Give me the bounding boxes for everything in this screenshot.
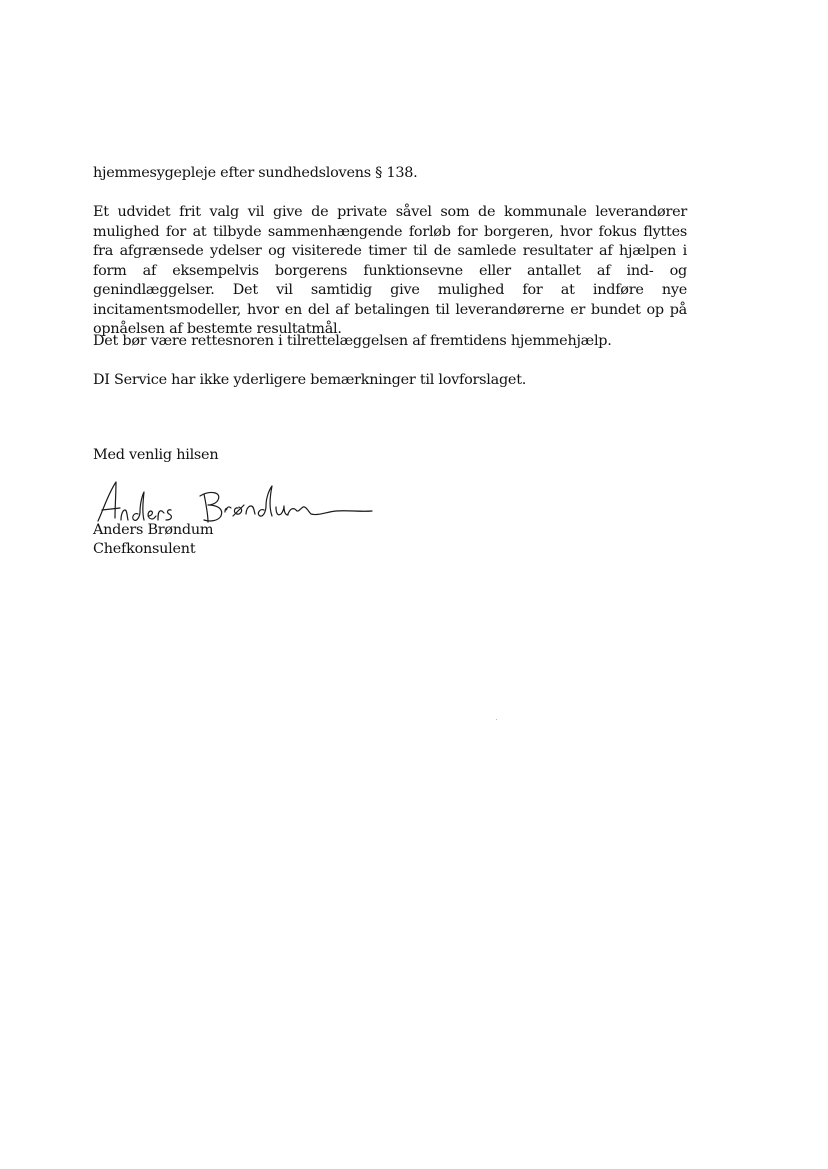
paragraph-free-choice: Et udvidet frit valg vil give de private såvel som de kommunale leverandører mulighed for at tilbyde sammenhængende forløb for borgeren, hvor fokus flyttes fra afgrænsede ydelser og visiterede timer til de samlede resultater af hjælpen i form af eksempelvis borgerens funktionsevne eller antallet af ind- og genindlæggelser. Det vil samtidig give mulighed for at indføre nye incitamentsmodeller, hvor en del af betalingen til leverandørerne er bundet op på opnåelsen af bestemte resultatmål. — [93, 204, 687, 337]
signer-name: Anders Brøndum — [93, 522, 214, 538]
scan-artifact-dot — [496, 719, 497, 720]
signer-title: Chefkonsulent — [93, 541, 196, 557]
handwritten-signature — [92, 476, 382, 526]
paragraph-no-further-remarks: DI Service har ikke yderligere bemærkninger til lovforslaget. — [93, 372, 527, 388]
closing-greeting: Med venlig hilsen — [93, 447, 219, 463]
paragraph-continuation: hjemmesygepleje efter sundhedslovens § 138. — [93, 165, 418, 181]
paragraph-guideline: Det bør være rettesnoren i tilrettelæggelsen af fremtidens hjemmehjælp. — [93, 333, 612, 349]
